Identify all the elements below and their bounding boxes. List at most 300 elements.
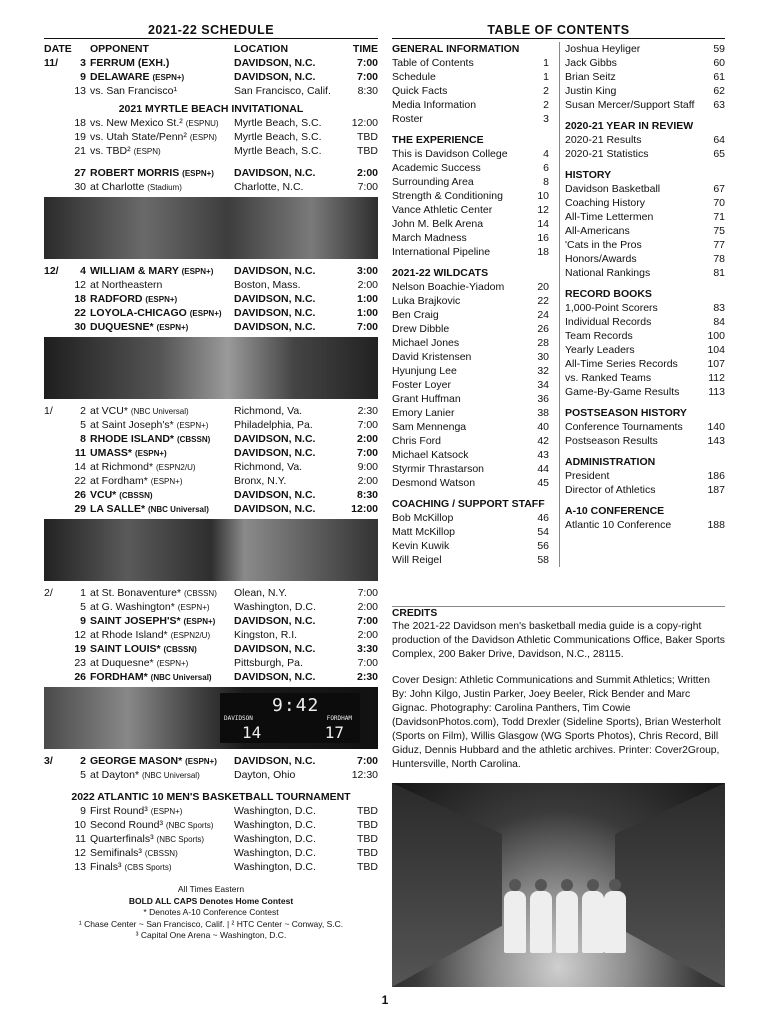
- opponent-name: SAINT LOUIS*: [90, 643, 161, 655]
- game-month: [44, 292, 66, 306]
- toc-entry-title: International Pipeline: [392, 246, 491, 258]
- toc-entry: [392, 406, 559, 420]
- game-date: [44, 460, 86, 474]
- game-row: [44, 116, 378, 130]
- game-date: [44, 600, 86, 614]
- game-date: [44, 446, 86, 460]
- toc-entry: [392, 336, 559, 350]
- tv-network: (ESPN+): [150, 807, 183, 816]
- game-time: 8:30: [357, 85, 378, 97]
- game-time: 2:30: [357, 405, 378, 417]
- tv-network: (CBSSN): [176, 435, 211, 444]
- game-date: [44, 846, 86, 860]
- game-time: 1:00: [356, 293, 378, 305]
- toc-entry-title: 2020-21 YEAR IN REVIEW: [565, 120, 694, 132]
- toc-entry-title: All-Americans: [565, 225, 630, 237]
- toc-page-number: 1: [543, 71, 549, 83]
- games-a10-tournament: [44, 804, 378, 874]
- game-date: [44, 804, 86, 818]
- game-opponent: [86, 818, 234, 832]
- opponent-name: at Fordham*: [90, 475, 148, 487]
- game-time: 12:00: [351, 503, 378, 515]
- game-opponent: [86, 600, 234, 614]
- game-month: [44, 818, 66, 832]
- game-month: [44, 180, 66, 194]
- game-day: 12: [74, 847, 86, 859]
- tv-network: (ESPN+): [152, 73, 185, 82]
- game-day: 30: [74, 181, 86, 193]
- toc-page-number: 187: [707, 484, 725, 496]
- toc-entry-title: All-Time Lettermen: [565, 211, 654, 223]
- toc-entry: [565, 329, 725, 343]
- opponent-name: at G. Washington*: [90, 601, 175, 613]
- game-day: 9: [80, 615, 86, 627]
- game-month: [44, 320, 66, 334]
- toc-section-heading: [392, 42, 559, 56]
- tv-network: (ESPN+): [183, 617, 216, 626]
- game-location: Washington, D.C.: [234, 833, 316, 845]
- toc-entry: [565, 357, 725, 371]
- tv-network: (ESPN+): [145, 295, 178, 304]
- toc-entry: [392, 420, 559, 434]
- footnote-conference: * Denotes A-10 Conference Contest: [143, 907, 279, 917]
- toc-entry-title: Surrounding Area: [392, 176, 474, 188]
- game-location: DAVIDSON, N.C.: [234, 755, 316, 767]
- game-location: Washington, D.C.: [234, 819, 316, 831]
- opponent-name: DELAWARE: [90, 71, 150, 83]
- toc-entry-title: Michael Jones: [392, 337, 460, 349]
- game-day: 22: [74, 475, 86, 487]
- toc-page-number: 45: [537, 477, 549, 489]
- tv-network: (ESPN+): [182, 169, 214, 178]
- tv-network: (NBC Sports): [165, 821, 214, 830]
- tv-network: (ESPN+): [156, 659, 189, 668]
- toc-entry: [565, 301, 725, 315]
- toc-page-number: 112: [708, 372, 725, 384]
- toc-entry-title: Kevin Kuwik: [392, 540, 450, 552]
- toc-page-number: 32: [537, 365, 549, 377]
- game-location: Dayton, Ohio: [234, 769, 296, 781]
- toc-entry-title: Hyunjung Lee: [392, 365, 457, 377]
- toc-left-column: [392, 42, 559, 567]
- toc-entry-title: 2021-22 WILDCATS: [392, 267, 489, 279]
- game-opponent: [86, 642, 234, 656]
- game-location: Myrtle Beach, S.C.: [234, 145, 322, 157]
- toc-entry: [392, 161, 559, 175]
- game-time: 7:00: [356, 321, 378, 333]
- game-date: [44, 180, 86, 194]
- toc-page-number: 8: [543, 176, 549, 188]
- game-time: TBD: [357, 847, 378, 859]
- game-row: [44, 460, 378, 474]
- tv-network: (ESPN): [189, 133, 217, 142]
- toc-entry-title: ADMINISTRATION: [565, 456, 656, 468]
- opponent-name: at Dayton*: [90, 769, 140, 781]
- game-day: 23: [74, 657, 86, 669]
- game-opponent: [86, 418, 234, 432]
- location-col-header: LOCATION: [234, 43, 289, 55]
- game-date: [44, 306, 86, 320]
- toc-entry: [565, 84, 725, 98]
- game-opponent: [86, 846, 234, 860]
- game-location: DAVIDSON, N.C.: [234, 447, 316, 459]
- game-month: [44, 768, 66, 782]
- game-time: 3:00: [356, 265, 378, 277]
- game-location: Washington, D.C.: [234, 847, 316, 859]
- tv-network: (ESPN+): [150, 477, 183, 486]
- toc-entry-title: Yearly Leaders: [565, 344, 635, 356]
- game-date: [44, 502, 86, 516]
- toc-entry-title: Emory Lanier: [392, 407, 455, 419]
- game-location: DAVIDSON, N.C.: [234, 293, 316, 305]
- tv-network: (NBC Sports): [156, 835, 205, 844]
- game-month: [44, 278, 66, 292]
- toc-section-heading: [565, 168, 725, 182]
- games-march: [44, 754, 378, 782]
- game-date: [44, 292, 86, 306]
- player-scoreboard-photo: [44, 687, 378, 749]
- game-time: 9:00: [357, 461, 378, 473]
- toc-entry: [565, 266, 725, 280]
- opponent-name: at Duquesne*: [90, 657, 154, 669]
- toc-entry: [565, 518, 725, 532]
- opponent-name: at VCU*: [90, 405, 128, 417]
- toc-entry-title: All-Time Series Records: [565, 358, 678, 370]
- game-opponent: [86, 432, 234, 446]
- game-row: [44, 502, 378, 516]
- game-time: 12:30: [351, 769, 378, 781]
- game-opponent: [86, 84, 234, 98]
- game-location: DAVIDSON, N.C.: [234, 71, 316, 83]
- game-location: Bronx, N.Y.: [234, 475, 287, 487]
- toc-page-number: 83: [713, 302, 725, 314]
- toc-page-number: 26: [537, 323, 549, 335]
- toc-entry-title: Roster: [392, 113, 423, 125]
- toc-entry: [565, 56, 725, 70]
- toc-page-number: 67: [713, 183, 725, 195]
- toc-entry-title: National Rankings: [565, 267, 651, 279]
- game-row: [44, 320, 378, 334]
- tv-network: (ESPN2/U): [155, 463, 196, 472]
- game-date: [44, 818, 86, 832]
- toc-entry-title: THE EXPERIENCE: [392, 134, 484, 146]
- game-location: Washington, D.C.: [234, 601, 316, 613]
- toc-entry: [565, 385, 725, 399]
- toc-page-number: 113: [708, 386, 725, 398]
- toc-entry-title: 'Cats in the Pros: [565, 239, 642, 251]
- toc-entry-title: COACHING / SUPPORT STAFF: [392, 498, 545, 510]
- game-time: 1:00: [356, 307, 378, 319]
- footnote-times: All Times Eastern: [177, 884, 245, 894]
- toc-entry-title: Michael Katsock: [392, 449, 469, 461]
- game-row: [44, 614, 378, 628]
- toc-entry-title: Chris Ford: [392, 435, 442, 447]
- toc-entry-title: Jack Gibbs: [565, 57, 617, 69]
- scoreboard-team-a: DAVIDSON: [224, 715, 253, 722]
- game-opponent: [86, 144, 234, 158]
- toc-entry: [565, 210, 725, 224]
- game-date: [44, 418, 86, 432]
- games-november: [44, 56, 378, 98]
- toc-entry: [565, 182, 725, 196]
- game-time: 7:00: [357, 181, 378, 193]
- toc-page-number: 6: [543, 162, 549, 174]
- toc-page-number: 10: [537, 190, 549, 202]
- toc-entry-title: Table of Contents: [392, 57, 474, 69]
- toc-page-number: 36: [537, 393, 549, 405]
- game-row: [44, 488, 378, 502]
- toc-entry-title: Styrmir Thrastarson: [392, 463, 484, 475]
- toc-page-number: 12: [537, 204, 549, 216]
- tv-network: (CBSSN): [163, 645, 197, 654]
- toc-entry: [392, 217, 559, 231]
- game-day: 9: [80, 71, 86, 83]
- toc-entry-title: Director of Athletics: [565, 484, 656, 496]
- toc-entry: [392, 378, 559, 392]
- toc-entry: [392, 147, 559, 161]
- game-time: TBD: [357, 833, 378, 845]
- game-location: Charlotte, N.C.: [234, 181, 304, 193]
- game-month: [44, 670, 66, 684]
- tv-network: (CBS Sports): [124, 863, 172, 872]
- game-row: [44, 586, 378, 600]
- game-location: Myrtle Beach, S.C.: [234, 117, 322, 129]
- toc-entry: [392, 364, 559, 378]
- myrtle-beach-title: 2021 MYRTLE BEACH INVITATIONAL: [118, 103, 304, 115]
- toc-header: TABLE OF CONTENTS: [392, 23, 725, 39]
- game-date: [44, 166, 86, 180]
- game-month: [44, 600, 66, 614]
- toc-page-number: 104: [707, 344, 725, 356]
- toc-page-number: 22: [537, 295, 549, 307]
- footnote-capital-one: ³ Capital One Arena ~ Washington, D.C.: [135, 930, 287, 940]
- toc-entry-title: Will Reigel: [392, 554, 442, 566]
- toc-page-number: 81: [713, 267, 725, 279]
- footnote-venues: ¹ Chase Center ~ San Francisco, Calif. | ² HTC Center ~ Conway, S.C.: [78, 918, 344, 929]
- toc-page-number: 65: [713, 148, 725, 160]
- toc-entry-title: RECORD BOOKS: [565, 288, 652, 300]
- opponent-name: at Northeastern: [90, 279, 163, 291]
- opponent-name: DUQUESNE*: [90, 321, 154, 333]
- opponent-name: GEORGE MASON*: [90, 755, 183, 767]
- toc-entry-title: Nelson Boachie-Yiadom: [392, 281, 505, 293]
- game-day: 5: [80, 601, 86, 613]
- game-time: TBD: [357, 805, 378, 817]
- games-november-late: [44, 166, 378, 194]
- toc-page-number: 78: [713, 253, 725, 265]
- game-location: Myrtle Beach, S.C.: [234, 131, 322, 143]
- tv-network: (Stadium): [147, 183, 182, 192]
- opponent-name: FORDHAM*: [90, 671, 148, 683]
- toc-entry: [392, 434, 559, 448]
- toc-entry-title: Davidson Basketball: [565, 183, 661, 195]
- games-december: [44, 264, 378, 334]
- toc-section-heading: [565, 455, 725, 469]
- toc-page-number: 4: [543, 148, 549, 160]
- game-row: [44, 642, 378, 656]
- toc-page-number: 1: [543, 57, 549, 69]
- game-date: [44, 432, 86, 446]
- toc-page-number: 34: [537, 379, 549, 391]
- credits-title: CREDITS: [392, 606, 725, 620]
- toc-entry-title: Bob McKillop: [392, 512, 454, 524]
- game-month: [44, 166, 66, 180]
- toc-entry: [392, 175, 559, 189]
- games-february: [44, 586, 378, 684]
- opponent-name: vs. TBD²: [90, 145, 131, 157]
- tv-network: (ESPN): [133, 147, 161, 156]
- toc-entry-title: Grant Huffman: [392, 393, 461, 405]
- game-day: 8: [80, 433, 86, 445]
- opponent-name: LA SALLE*: [90, 503, 146, 515]
- schedule-column-headers: [44, 42, 378, 56]
- game-row: [44, 180, 378, 194]
- game-day: 3: [80, 57, 86, 69]
- toc-entry-title: Sam Mennenga: [392, 421, 467, 433]
- game-day: 13: [74, 85, 86, 97]
- game-month: [44, 656, 66, 670]
- time-col-header: TIME: [352, 43, 378, 55]
- game-row: [44, 70, 378, 84]
- game-time: 2:00: [356, 433, 378, 445]
- game-day: 14: [74, 461, 86, 473]
- game-location: Philadelphia, Pa.: [234, 419, 313, 431]
- game-month: [44, 116, 66, 130]
- game-row: [44, 754, 378, 768]
- game-location: San Francisco, Calif.: [234, 85, 331, 97]
- game-date: [44, 116, 86, 130]
- game-day: 29: [74, 503, 86, 515]
- toc-entry-title: President: [565, 470, 610, 482]
- toc-page-number: 186: [707, 470, 725, 482]
- game-month: [44, 460, 66, 474]
- game-time: 7:00: [357, 587, 378, 599]
- toc-entry: [392, 448, 559, 462]
- toc-section-heading: [392, 133, 559, 147]
- toc-page-number: 28: [537, 337, 549, 349]
- toc-page-number: 75: [713, 225, 725, 237]
- game-month: 3/: [44, 755, 53, 767]
- game-month: [44, 446, 66, 460]
- game-date: [44, 474, 86, 488]
- toc-entry-title: Drew Dibble: [392, 323, 450, 335]
- toc-entry-title: Team Records: [565, 330, 633, 342]
- game-day: 19: [74, 131, 86, 143]
- toc-entry: [392, 294, 559, 308]
- toc-page-number: 40: [537, 421, 549, 433]
- toc-entry-title: Desmond Watson: [392, 477, 476, 489]
- game-opponent: [86, 754, 234, 768]
- toc-page-number: 54: [537, 526, 549, 538]
- game-day: 30: [74, 321, 86, 333]
- credits-contributors: Cover Design: Athletic Communications and Summit Athletics; Written By: John Kilgo, Justin Parker, Joey Beeler, Rick Bender and Marc Gignac. Photography: Carolina Panthers, Tim Cowie (DavidsonPhotos.com), Todd Drexler (Sideline Sports), Brian Westerholt (Sports on Film), Willis Glasgow (WG Sports Photos), Chris Record, Bill Giduz, Dennis Hubbard and the athletic archives. Printer: Cover2Group, Huntersville, North Carolina.: [392, 675, 721, 770]
- toc-entry-title: Honors/Awards: [565, 253, 637, 265]
- opponent-name: Quarterfinals³: [90, 833, 154, 845]
- toc-entry-title: Conference Tournaments: [565, 421, 683, 433]
- game-location: Pittsburgh, Pa.: [234, 657, 303, 669]
- game-date: [44, 670, 86, 684]
- toc-entry-title: Schedule: [392, 71, 436, 83]
- game-day: 2: [80, 755, 86, 767]
- game-day: 9: [80, 805, 86, 817]
- toc-page-number: 107: [707, 358, 725, 370]
- toc-page-number: 46: [537, 512, 549, 524]
- game-month: 2/: [44, 587, 53, 599]
- toc-entry-title: Game-By-Game Results: [565, 386, 680, 398]
- toc-page-number: 140: [707, 421, 725, 433]
- toc-entry-title: Brian Seitz: [565, 71, 616, 83]
- team-tunnel-photo: [392, 783, 725, 987]
- toc-entry: [565, 469, 725, 483]
- toc-page-number: 77: [713, 239, 725, 251]
- toc-page-number: 42: [537, 435, 549, 447]
- toc-page-number: 84: [713, 316, 725, 328]
- game-month: [44, 474, 66, 488]
- game-location: DAVIDSON, N.C.: [234, 643, 316, 655]
- game-month: 12/: [44, 265, 59, 277]
- toc-page-number: 2: [543, 85, 549, 97]
- opponent-name: at Rhode Island*: [90, 629, 168, 641]
- table-of-contents: [392, 42, 725, 567]
- game-date: [44, 56, 86, 70]
- tv-network: (NBC Universal): [147, 505, 209, 514]
- toc-entry-title: Ben Craig: [392, 309, 439, 321]
- toc-entry: [565, 98, 725, 112]
- games-myrtle-beach: [44, 116, 378, 158]
- tv-network: (CBSSN): [144, 849, 178, 858]
- toc-page-number: 64: [713, 134, 725, 146]
- toc-page-number: 100: [707, 330, 725, 342]
- toc-entry-title: POSTSEASON HISTORY: [565, 407, 687, 419]
- game-row: [44, 56, 378, 70]
- toc-entry: [392, 280, 559, 294]
- opponent-name: First Round³: [90, 805, 148, 817]
- tv-network: (ESPN+): [176, 421, 209, 430]
- game-opponent: [86, 320, 234, 334]
- toc-entry: [565, 420, 725, 434]
- schedule-header: 2021-22 SCHEDULE: [44, 23, 378, 39]
- toc-page-number: 70: [713, 197, 725, 209]
- game-opponent: [86, 474, 234, 488]
- game-row: [44, 600, 378, 614]
- toc-entry: [565, 70, 725, 84]
- game-day: 11: [74, 447, 86, 459]
- game-time: 7:00: [356, 755, 378, 767]
- game-opponent: [86, 264, 234, 278]
- opponent-name: SAINT JOSEPH'S*: [90, 615, 181, 627]
- scoreboard-score-b: 17: [324, 723, 344, 742]
- game-date: [44, 264, 86, 278]
- opponent-name: Finals³: [90, 861, 122, 873]
- game-date: [44, 768, 86, 782]
- toc-entry: [392, 539, 559, 553]
- opponent-name: LOYOLA-CHICAGO: [90, 307, 187, 319]
- toc-entry-title: A-10 CONFERENCE: [565, 505, 665, 517]
- game-time: 2:00: [356, 167, 378, 179]
- game-row: [44, 404, 378, 418]
- opponent-name: vs. Utah State/Penn²: [90, 131, 187, 143]
- toc-entry-title: Matt McKillop: [392, 526, 456, 538]
- game-month: [44, 642, 66, 656]
- toc-page-number: 38: [537, 407, 549, 419]
- credits-section: [392, 606, 725, 784]
- game-row: [44, 278, 378, 292]
- toc-entry: [392, 392, 559, 406]
- toc-page-number: 60: [713, 57, 725, 69]
- game-location: DAVIDSON, N.C.: [234, 433, 316, 445]
- toc-entry: [392, 308, 559, 322]
- toc-entry: [565, 196, 725, 210]
